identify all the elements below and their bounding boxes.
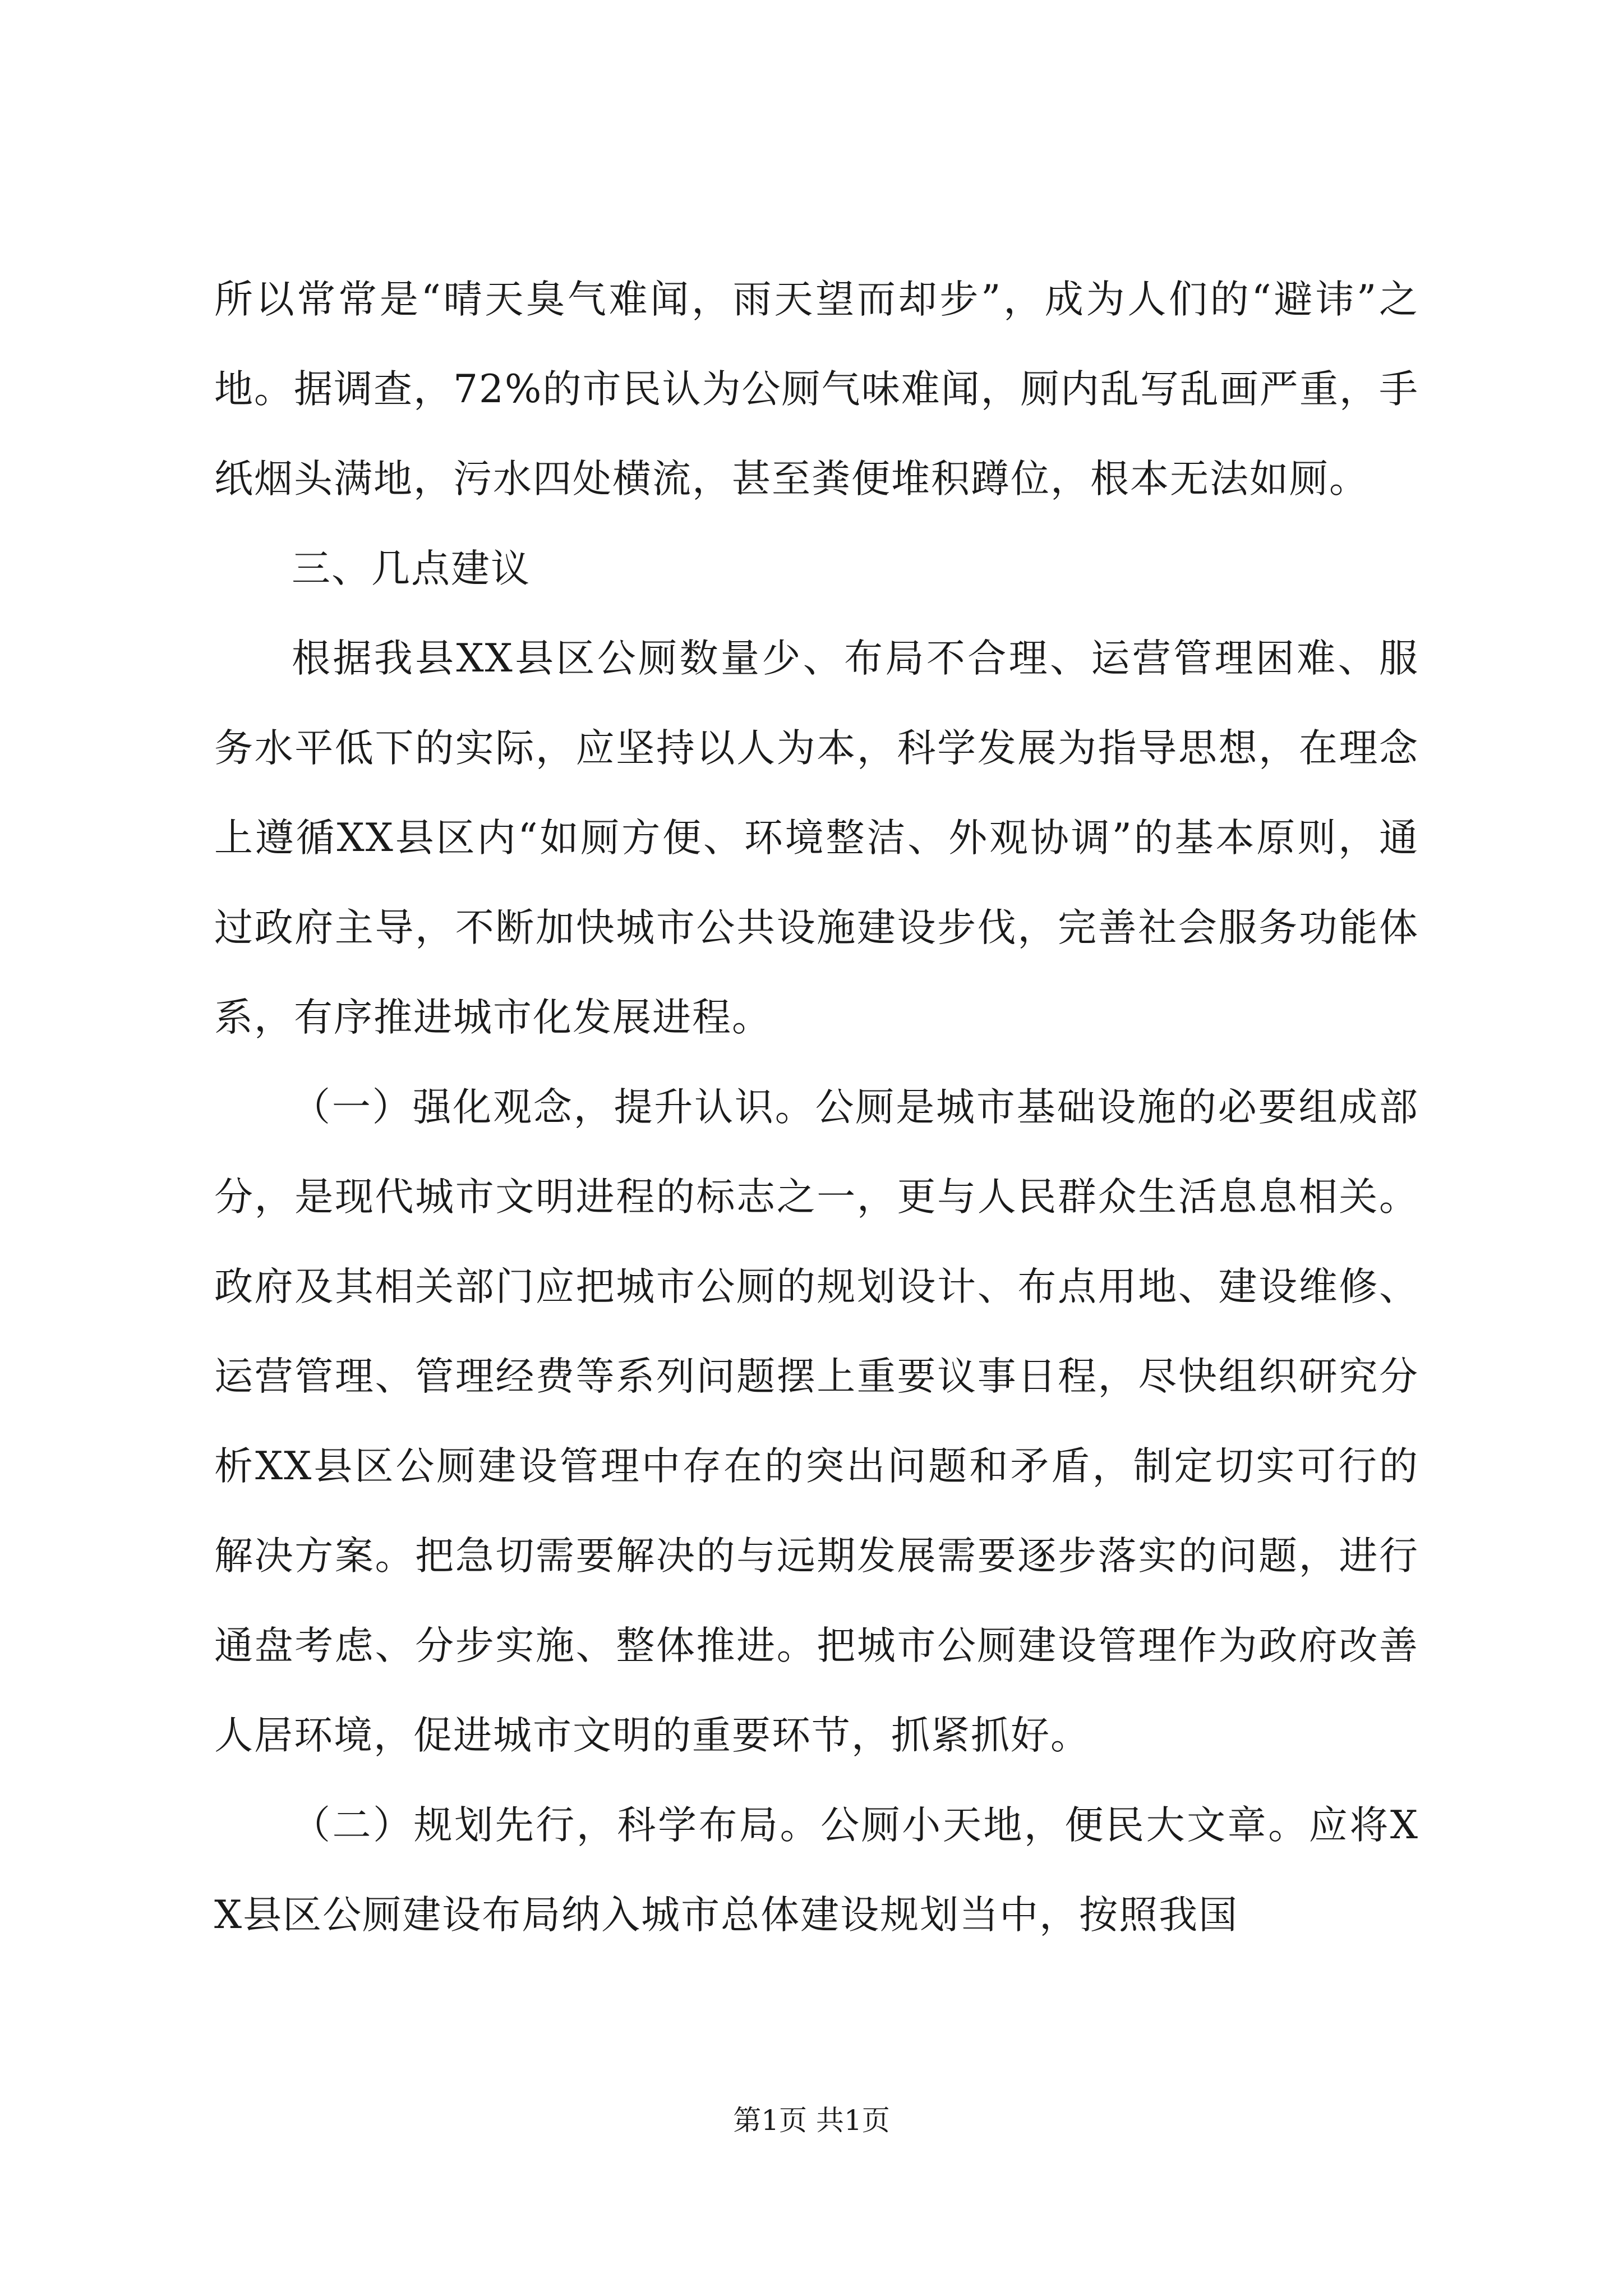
section-heading: 三、几点建议 [292,546,531,591]
page-footer: 第1页 共1页 [733,2104,890,2137]
paragraph-2: 根据我县XX县区公厕数量少、布局不合理、运营管理困难、服务水平低下的实际，应坚持以人为本，科学发展为指导思想，在理念上遵循XX县区内“如厕方便、环境整洁、外观协调”的基本原则，通过政府主导，不断加快城市公共设施建设步伐，完善社会服务功能体系，有序推进城市化发展进程。 [214,636,1419,1040]
paragraph-3: （一）强化观念，提升认识。公厕是城市基础设施的必要组成部分，是现代城市文明进程的标志之一，更与人民群众生活息息相关。政府及其相关部门应把城市公厕的规划设计、布点用地、建设维修、运营管理、管理经费等系列问题摆上重要议事日程，尽快组织研究分析XX县区公厕建设管理中存在的突出问题和矛盾，制定切实可行的解决方案。把急切需要解决的与远期发展需要逐步落实的问题，进行通盘考虑、分步实施、整体推进。把城市公厕建设管理作为政府改善人居环境，促进城市文明的重要环节，抓紧抓好。 [214,1085,1419,1758]
paragraph-1: 所以常常是“晴天臭气难闻，雨天望而却步”，成为人们的“避讳”之地。据调查，72%的市民认为公厕气味难闻，厕内乱写乱画严重，手纸烟头满地，污水四处横流，甚至粪便堆积蹲位，根本无法如厕。 [214,277,1419,501]
paragraph-4: （二）规划先行，科学布局。公厕小天地，便民大文章。应将XX县区公厕建设布局纳入城市总体建设规划当中，按照我国 [214,1803,1419,1938]
document-body [214,255,1419,1960]
